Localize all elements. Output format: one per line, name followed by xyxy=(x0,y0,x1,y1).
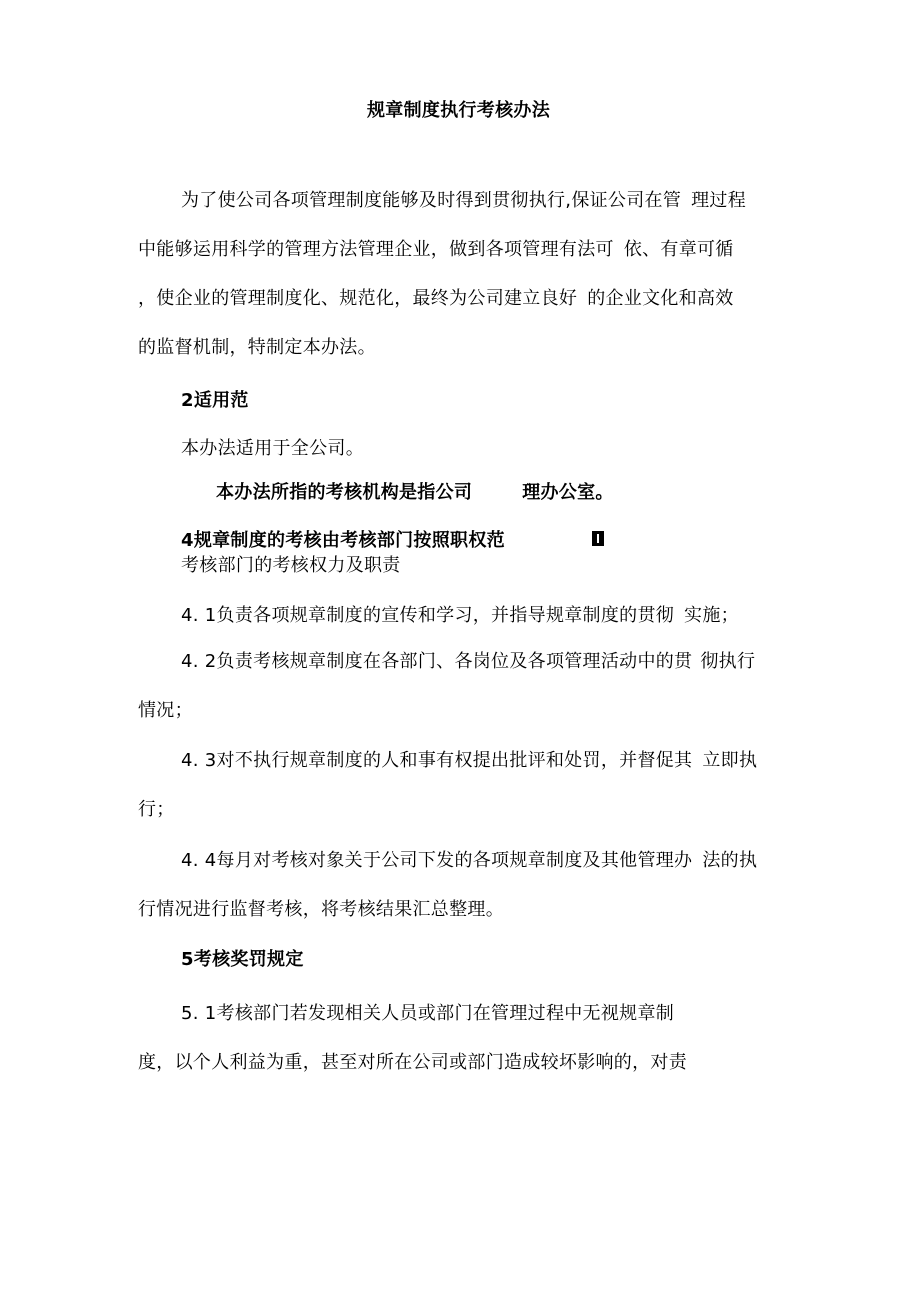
section-4-item-4-continued: 行情况进行监督考核，将考核结果汇总整理。 xyxy=(138,899,504,920)
section-2-heading: 2适用范 xyxy=(181,390,249,411)
section-5-item-1: 5. 1考核部门若发现相关人员或部门在管理过程中无视规章制 xyxy=(181,1003,675,1024)
section-4-item-2-continued: 情况； xyxy=(138,700,193,721)
section-5-item-1-continued: 度，以个人利益为重，甚至对所在公司或部门造成较坏影响的，对责 xyxy=(138,1052,687,1073)
section-3-text xyxy=(216,482,614,504)
intro-line-2-part-b: 依、有章可循 xyxy=(623,239,734,260)
document-title: 规章制度执行考核办法 xyxy=(367,100,550,121)
intro-line-3 xyxy=(138,288,734,310)
intro-line-4: 的监督机制，特制定本办法。 xyxy=(138,337,376,358)
section-4-item-1 xyxy=(181,605,739,627)
intro-line-2 xyxy=(138,239,734,261)
section-4-item-1-part-a: 4. 1负责各项规章制度的宣传和学习，并指导规章制度的贯彻 xyxy=(181,605,675,626)
section-4-item-3-part-a: 4. 3对不执行规章制度的人和事有权提出批评和处罚，并督促其 xyxy=(181,750,693,771)
section-4-item-2-part-b: 彻执行 xyxy=(700,651,756,672)
intro-line-3-part-a: ，使企业的管理制度化、规范化，最终为公司建立良好 xyxy=(138,288,578,309)
intro-line-1 xyxy=(181,190,746,212)
section-5-heading: 5考核奖罚规定 xyxy=(181,949,304,970)
intro-line-2-part-a: 中能够运用科学的管理方法管理企业，做到各项管理有法可 xyxy=(138,239,614,260)
section-4-item-3-continued: 行； xyxy=(138,799,175,820)
section-4-subheading: 考核部门的考核权力及职责 xyxy=(181,555,401,576)
section-4-item-4 xyxy=(181,850,757,872)
intro-line-1-part-a: 为了使公司各项管理制度能够及时得到贯彻执行,保证公司在管 xyxy=(181,190,682,211)
scan-artifact-mark xyxy=(592,531,604,546)
section-4-item-2 xyxy=(181,651,755,673)
intro-line-3-part-b: 的企业文化和高效 xyxy=(587,288,734,309)
section-4-item-1-part-b: 实施； xyxy=(684,605,739,626)
section-3-text-part-a: 本办法所指的考核机构是指公司 xyxy=(216,482,473,503)
section-4-heading: 4规章制度的考核由考核部门按照职权范 xyxy=(181,530,505,551)
section-4-item-3-part-b: 立即执 xyxy=(702,750,758,771)
intro-line-1-part-b: 理过程 xyxy=(691,190,747,211)
section-2-body: 本办法适用于全公司。 xyxy=(181,438,364,459)
section-4-item-2-part-a: 4. 2负责考核规章制度在各部门、各岗位及各项管理活动中的贯 xyxy=(181,651,693,672)
section-3-text-part-b: 理办公室。 xyxy=(522,482,614,503)
section-4-item-4-part-b: 法的执 xyxy=(702,850,758,871)
section-4-item-4-part-a: 4. 4每月对考核对象关于公司下发的各项规章制度及其他管理办 xyxy=(181,850,693,871)
section-4-item-3 xyxy=(181,750,757,772)
